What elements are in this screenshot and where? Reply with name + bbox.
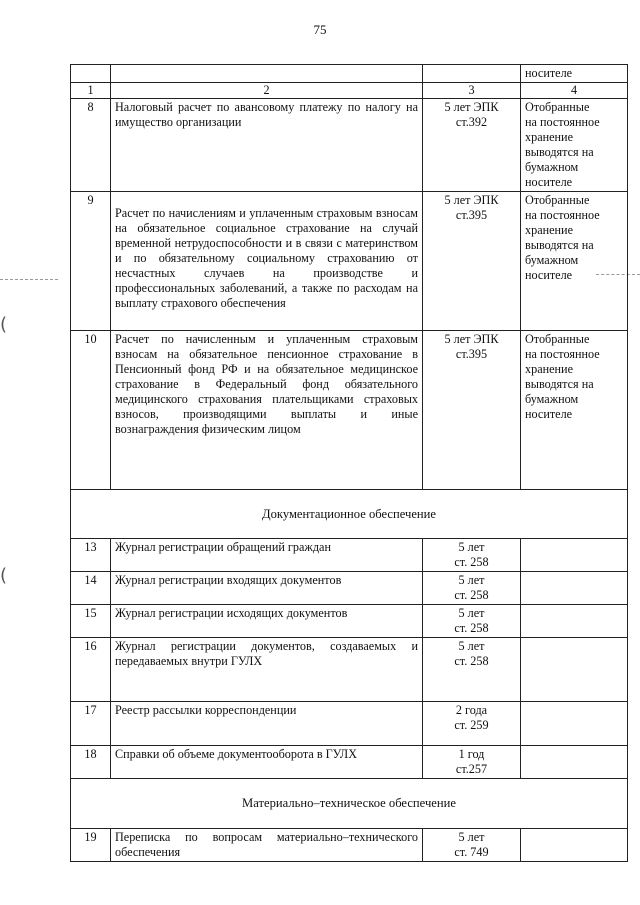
term-period: 5 лет [458,830,485,844]
cell-index: 14 [71,572,111,605]
cell-index: 19 [71,829,111,862]
term-article: ст.257 [455,762,488,776]
cell-title: Расчет по начислениям и уплаченным страховым взносам на обязательное социальное страхование на случай временной нетрудоспособности и в связи с материнством и по обязательному социальному страхованию от несчастных случаев на производстве и профессиональных заболеваний, а также по расходам на выплату страхового обеспечения [111,192,423,331]
section-header-row [71,490,628,539]
term-article: ст. 258 [454,621,489,635]
term-period: 5 лет ЭПК [444,100,499,114]
term-period: 5 лет [458,639,485,653]
note-line: Отобранные [525,100,590,114]
column-number: 2 [111,83,423,99]
table-row [71,638,628,702]
cell-term [423,192,521,331]
cell-note [521,638,628,702]
cell-term [423,605,521,638]
cell-term [423,572,521,605]
cell-note [521,605,628,638]
table-row [71,331,628,490]
term-article: ст. 258 [454,588,489,602]
note-line: хранение [525,362,573,376]
cell-index: 17 [71,702,111,746]
cell-title: Журнал регистрации исходящих документов [111,605,423,638]
cell-term [423,539,521,572]
cell-index: 13 [71,539,111,572]
table-row [71,605,628,638]
cell-term [423,829,521,862]
cell-title: Справки об объеме документооборота в ГУЛХ [111,746,423,779]
note-line: на постоянное [525,115,600,129]
cell-title: Журнал регистрации обращений граждан [111,539,423,572]
cell-term [423,331,521,490]
cell-term [423,638,521,702]
cell-note: носителе [521,65,628,83]
note-line: бумажном [525,392,579,406]
cell-term [423,746,521,779]
term-article: ст.395 [455,208,488,222]
note-line: на постоянное [525,208,600,222]
table-row [71,65,628,83]
term-period: 5 лет [458,540,485,554]
term-period: 5 лет [458,606,485,620]
table-row [71,572,628,605]
cell-title: Журнал регистрации документов, создаваемых и передаваемых внутри ГУЛХ [111,638,423,702]
column-number: 1 [71,83,111,99]
nomenclature-table [70,64,628,862]
binding-hole-mark: ( [0,314,8,335]
column-number: 4 [521,83,628,99]
note-line: Отобранные [525,193,590,207]
margin-dash-line [0,279,58,280]
term-article: ст.395 [455,347,488,361]
note-line: на постоянное [525,347,600,361]
note-line: бумажном [525,253,579,267]
term-period: 5 лет ЭПК [444,332,499,346]
note-line: бумажном [525,160,579,174]
cell-index: 9 [71,192,111,331]
cell-term [423,702,521,746]
term-article: ст. 258 [454,555,489,569]
cell-title: Расчет по начисленным и уплаченным страховым взносам на обязательное пенсионное страхование в Пенсионный фонд РФ и на обязательное медицинское страхование в Федеральный фонд обязательного медицинского страхования плательщиками страховых взносов, производящими выплаты и иные вознаграждения физическим лицом [111,331,423,490]
table-row [71,746,628,779]
term-article: ст. 259 [454,718,489,732]
note-line: носителе [525,268,573,282]
note-line: носителе [525,407,573,421]
note-line: выводятся на [525,377,594,391]
binding-hole-mark: ( [0,565,8,586]
cell-term [423,99,521,192]
cell-title: Налоговый расчет по авансовому платежу по налогу на имущество организации [111,99,423,192]
cell-note [521,539,628,572]
cell-note [521,99,628,192]
column-number: 3 [423,83,521,99]
cell-index: 18 [71,746,111,779]
table-row [71,702,628,746]
term-period: 1 год [458,747,485,761]
cell-note [521,331,628,490]
section-title: Документационное обеспечение [71,490,628,539]
section-header-row [71,779,628,829]
cell-title: Реестр рассылки корреспонденции [111,702,423,746]
cell-note [521,746,628,779]
cell-index: 10 [71,331,111,490]
note-line: хранение [525,223,573,237]
term-period: 5 лет [458,573,485,587]
term-period: 5 лет ЭПК [444,193,499,207]
note-line: носителе [525,175,573,189]
note-line: выводятся на [525,238,594,252]
cell-note [521,702,628,746]
note-line: хранение [525,130,573,144]
page-number: 75 [313,22,327,37]
column-number-row [71,83,628,99]
cell-title: Переписка по вопросам материально–технического обеспечения [111,829,423,862]
note-line: выводятся на [525,145,594,159]
cell-note [521,192,628,331]
table-row [71,539,628,572]
cell-index: 8 [71,99,111,192]
cell-title: Журнал регистрации входящих документов [111,572,423,605]
table-row [71,99,628,192]
cell-index: 16 [71,638,111,702]
cell-index: 15 [71,605,111,638]
term-period: 2 года [455,703,488,717]
term-article: ст. 258 [454,654,489,668]
table-row [71,192,628,331]
term-article: ст.392 [455,115,488,129]
term-article: ст. 749 [454,845,489,859]
section-title: Материально–техническое обеспечение [71,779,628,829]
table-row [71,829,628,862]
cell-note [521,829,628,862]
cell-note [521,572,628,605]
note-line: Отобранные [525,332,590,346]
